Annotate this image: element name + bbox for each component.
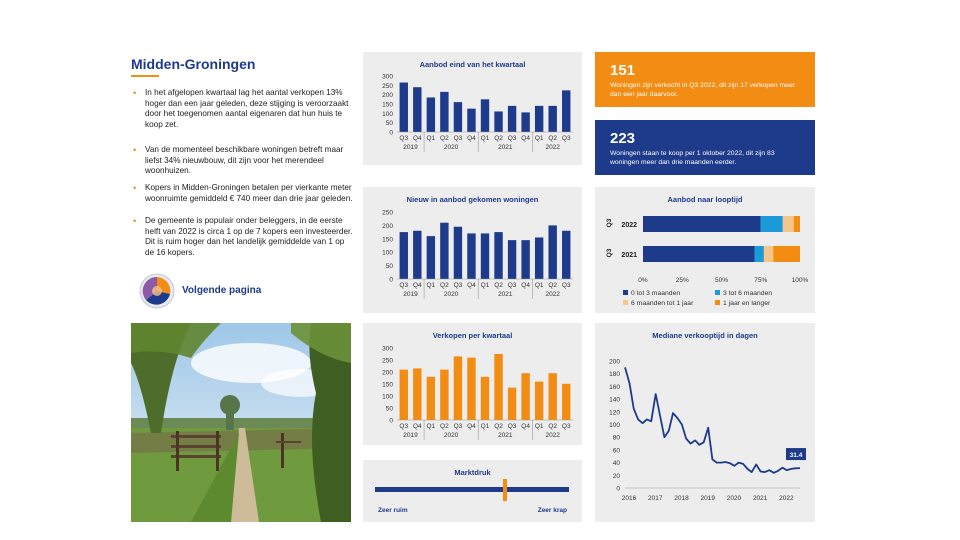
nieuw-chart-panel	[363, 187, 582, 313]
marktdruk-right-label: Zeer krap	[537, 507, 567, 514]
aanbod-bar	[413, 87, 421, 132]
verkooptijd-xtick-label: 2022	[779, 495, 794, 502]
looptijd-chart-panel	[595, 187, 815, 313]
nieuw-bar	[427, 236, 435, 279]
looptijd-xtick-label: 50%	[714, 277, 729, 284]
looptijd-legend-label: 1 jaar en langer	[723, 300, 771, 307]
aanbod-xtick-label: Q3	[399, 135, 409, 142]
looptijd-legend-swatch	[623, 290, 628, 295]
verkopen-bar	[413, 368, 421, 420]
nieuw-ytick-label: 150	[382, 236, 393, 244]
aanbod-bar	[521, 112, 529, 132]
verkopen-bar	[427, 377, 435, 420]
nieuw-bar	[400, 232, 408, 279]
aanbod-bar	[548, 106, 556, 132]
nieuw-xtick-label: Q2	[494, 282, 503, 289]
verkooptijd-chart-panel	[595, 323, 815, 522]
aanbod-ytick-label: 0	[389, 129, 393, 137]
verkooptijd-xtick-label: 2017	[648, 495, 663, 502]
looptijd-segment	[794, 216, 800, 232]
aanbod-bar	[481, 99, 489, 132]
bullet-1: • In het afgelopen kwartaal lag het aantal verkopen 13% hoger dan een jaar geleden, deze stijging is veroorzaakt door het toegenomen aantal eigenaren dat hun huis te koop zet.	[133, 88, 349, 129]
looptijd-segment	[773, 246, 800, 262]
aanbod-year-label: 2022	[545, 144, 560, 151]
aanbod-bar	[467, 109, 475, 132]
verkooptijd-xtick-label: 2021	[752, 495, 768, 502]
verkooptijd-ytick-label: 100	[609, 422, 620, 429]
verkopen-ytick-label: 150	[382, 381, 393, 389]
nieuw-xtick-label: Q4	[467, 282, 476, 289]
looptijd-legend-label: 3 tot 6 maanden	[723, 290, 773, 297]
looptijd-legend-label: 0 tot 3 maanden	[631, 290, 681, 297]
nieuw-xtick-label: Q3	[561, 282, 571, 289]
aanbod-ytick-label: 200	[382, 92, 393, 100]
marktdruk-panel	[363, 460, 582, 522]
nieuw-year-label: 2019	[403, 291, 418, 298]
page-title: Midden-Groningen	[131, 56, 256, 72]
looptijd-segment	[783, 216, 794, 232]
kpi-sales-card	[595, 52, 815, 107]
nieuw-xtick-label: Q3	[453, 282, 463, 289]
verkooptijd-series-line	[625, 367, 800, 472]
verkopen-xtick-label: Q1	[480, 423, 490, 430]
aanbod-chart-title: Aanbod eind van het kwartaal	[419, 60, 526, 69]
verkopen-chart	[363, 323, 582, 445]
aanbod-bar	[400, 83, 408, 132]
nieuw-bar	[548, 225, 556, 279]
looptijd-quarter-label: Q3	[606, 248, 613, 258]
aanbod-ytick-label: 150	[382, 101, 393, 109]
verkooptijd-xtick-label: 2020	[726, 495, 742, 502]
looptijd-segment	[643, 246, 754, 262]
verkooptijd-xtick-label: 2016	[621, 495, 637, 502]
verkopen-xtick-label: Q3	[399, 423, 409, 430]
aanbod-xtick-label: Q3	[507, 135, 517, 142]
verkopen-xtick-label: Q3	[507, 423, 517, 430]
kpi-supply-value: 223	[610, 130, 636, 147]
verkopen-xtick-label: Q4	[412, 423, 422, 430]
nieuw-year-label: 2021	[498, 291, 513, 298]
aanbod-bar	[454, 102, 462, 132]
verkopen-bar	[562, 384, 570, 420]
nieuw-ytick-label: 100	[382, 249, 393, 257]
looptijd-xtick-label: 0%	[638, 277, 648, 284]
verkopen-xtick-label: Q1	[426, 423, 436, 430]
verkopen-bar	[467, 358, 475, 420]
aanbod-bar	[440, 92, 448, 132]
kpi-sales-text: Woningen zijn verkocht in Q3 2022, dit zijn 17 verkopen meer dan een jaar daarvoor.	[610, 82, 796, 98]
verkopen-bar	[508, 388, 516, 420]
nieuw-bar	[454, 227, 462, 279]
looptijd-legend-swatch	[715, 290, 720, 295]
verkopen-year-label: 2021	[498, 432, 513, 439]
verkopen-bar	[400, 370, 408, 420]
looptijd-legend-swatch	[623, 300, 628, 305]
looptijd-chart-title: Aanbod naar looptijd	[667, 195, 743, 204]
verkopen-bar	[548, 373, 556, 420]
verkopen-ytick-label: 200	[382, 369, 393, 377]
nieuw-bar	[440, 223, 448, 279]
bullet-3: • Kopers in Midden-Groningen betalen per vierkante meter woonruimte gemiddeld € 740 meer dan drie jaar geleden.	[133, 183, 353, 203]
nieuw-bar	[535, 237, 543, 279]
looptijd-xtick-label: 100%	[791, 277, 809, 284]
aanbod-chart	[363, 52, 582, 165]
verkooptijd-chart	[595, 323, 815, 522]
aanbod-chart-panel	[363, 52, 582, 165]
marktdruk-bar	[375, 487, 569, 492]
aanbod-bar	[535, 106, 543, 132]
verkopen-xtick-label: Q2	[548, 423, 558, 430]
aanbod-xtick-label: Q2	[494, 135, 503, 142]
aanbod-xtick-label: Q4	[521, 135, 530, 142]
aanbod-bar	[427, 97, 435, 132]
looptijd-xtick-label: 25%	[675, 277, 689, 284]
verkopen-bar	[481, 377, 489, 420]
next-page-label: Volgende pagina	[182, 285, 262, 296]
verkopen-bar	[521, 373, 529, 420]
aanbod-xtick-label: Q1	[534, 135, 544, 142]
verkopen-bar	[535, 382, 543, 420]
verkooptijd-xtick-label: 2018	[674, 495, 689, 502]
looptijd-legend-label: 6 maanden tot 1 jaar	[631, 300, 694, 307]
verkopen-xtick-label: Q1	[534, 423, 544, 430]
nieuw-year-label: 2022	[545, 291, 560, 298]
nieuw-xtick-label: Q4	[521, 282, 530, 289]
aanbod-bar	[494, 111, 502, 132]
verkopen-xtick-label: Q2	[440, 423, 449, 430]
looptijd-xtick-label: 75%	[754, 277, 768, 284]
title-underline	[131, 75, 159, 77]
nieuw-ytick-label: 50	[385, 263, 393, 271]
aanbod-xtick-label: Q4	[467, 135, 476, 142]
nieuw-bar	[481, 233, 489, 279]
verkopen-ytick-label: 300	[382, 345, 393, 353]
aanbod-xtick-label: Q3	[453, 135, 463, 142]
looptijd-segment	[764, 246, 773, 262]
nieuw-bar	[413, 231, 421, 279]
verkooptijd-ytick-label: 160	[609, 383, 620, 391]
marktdruk-marker	[503, 479, 507, 501]
landscape-photo	[131, 323, 351, 522]
aanbod-year-label: 2020	[443, 144, 459, 151]
nieuw-bar	[494, 232, 502, 279]
nieuw-chart	[363, 187, 582, 313]
verkopen-ytick-label: 0	[389, 417, 393, 425]
verkooptijd-ytick-label: 0	[616, 485, 620, 493]
next-page-button[interactable]	[138, 272, 288, 310]
verkopen-year-label: 2020	[443, 432, 459, 439]
verkopen-bar	[494, 354, 502, 420]
kpi-sales-value: 151	[610, 62, 636, 79]
verkopen-ytick-label: 100	[382, 393, 393, 401]
aanbod-xtick-label: Q4	[412, 135, 422, 142]
verkopen-chart-title: Verkopen per kwartaal	[432, 331, 513, 340]
verkooptijd-ytick-label: 20	[612, 472, 620, 480]
bullet-2: • Van de momenteel beschikbare woningen betreft maar liefst 34% nieuwbouw, dit zijn voor het merendeel woonhuizen.	[133, 145, 344, 176]
marktdruk-left-label: Zeer ruim	[378, 507, 408, 514]
kpi-supply-text: Woningen staan te koop per 1 oktober 2022, dit zijn 83 woningen meer dan drie maanden eerder.	[610, 150, 775, 166]
verkooptijd-ytick-label: 60	[612, 447, 620, 455]
looptijd-chart	[595, 187, 815, 313]
marktdruk-gauge	[363, 460, 582, 522]
aanbod-ytick-label: 300	[382, 73, 393, 81]
aanbod-bar	[508, 106, 516, 132]
verkopen-ytick-label: 50	[385, 405, 393, 413]
aanbod-ytick-label: 250	[382, 82, 393, 90]
looptijd-year-label: 2021	[621, 252, 637, 259]
nieuw-bar	[562, 231, 570, 279]
verkooptijd-ytick-label: 40	[612, 460, 620, 468]
verkopen-xtick-label: Q3	[453, 423, 463, 430]
aanbod-bar	[562, 90, 570, 132]
nieuw-bar	[508, 240, 516, 279]
aanbod-xtick-label: Q1	[480, 135, 490, 142]
nieuw-bar	[521, 240, 529, 279]
nieuw-xtick-label: Q2	[548, 282, 558, 289]
verkooptijd-ytick-label: 80	[612, 434, 620, 442]
verkooptijd-ytick-label: 140	[609, 396, 620, 404]
nieuw-chart-title: Nieuw in aanbod gekomen woningen	[406, 195, 539, 204]
aanbod-xtick-label: Q2	[440, 135, 449, 142]
looptijd-segment	[643, 216, 761, 232]
nieuw-ytick-label: 0	[389, 276, 393, 284]
verkooptijd-xtick-label: 2019	[700, 495, 715, 502]
nieuw-xtick-label: Q3	[507, 282, 517, 289]
verkopen-xtick-label: Q2	[494, 423, 503, 430]
verkopen-year-label: 2022	[545, 432, 560, 439]
verkooptijd-chart-title: Mediane verkooptijd in dagen	[652, 331, 758, 340]
verkooptijd-ytick-label: 200	[609, 358, 620, 366]
nieuw-xtick-label: Q1	[426, 282, 436, 289]
aanbod-ytick-label: 100	[382, 110, 393, 118]
kpi-supply-card	[595, 120, 815, 175]
verkopen-bar	[440, 370, 448, 420]
verkooptijd-last-value-label: 31.4	[789, 452, 803, 460]
nieuw-bar	[467, 233, 475, 279]
nieuw-xtick-label: Q1	[480, 282, 490, 289]
looptijd-year-label: 2022	[621, 222, 637, 229]
aanbod-xtick-label: Q1	[426, 135, 436, 142]
aanbod-year-label: 2019	[403, 144, 418, 151]
aanbod-xtick-label: Q3	[561, 135, 571, 142]
verkopen-xtick-label: Q4	[521, 423, 530, 430]
nieuw-year-label: 2020	[443, 291, 459, 298]
looptijd-legend-swatch	[715, 300, 720, 305]
verkopen-xtick-label: Q4	[467, 423, 476, 430]
nieuw-xtick-label: Q1	[534, 282, 544, 289]
bullet-4: • De gemeente is populair onder beleggers, in de eerste helft van 2022 is circa 1 op de 7 kopers een investeerder. Dit is ruim hoger dan het landelijk gemiddelde van 1 op de 16 kopers.	[133, 216, 353, 257]
pie-chart-icon	[138, 272, 176, 310]
verkopen-year-label: 2019	[403, 432, 418, 439]
verkooptijd-ytick-label: 120	[609, 409, 620, 417]
verkopen-ytick-label: 250	[382, 357, 393, 365]
looptijd-segment	[754, 246, 763, 262]
nieuw-ytick-label: 200	[382, 222, 393, 230]
aanbod-xtick-label: Q2	[548, 135, 558, 142]
nieuw-xtick-label: Q2	[440, 282, 449, 289]
nieuw-xtick-label: Q3	[399, 282, 409, 289]
nieuw-xtick-label: Q4	[412, 282, 422, 289]
aanbod-year-label: 2021	[498, 144, 513, 151]
verkopen-xtick-label: Q3	[561, 423, 571, 430]
verkopen-chart-panel	[363, 323, 582, 445]
verkooptijd-ytick-label: 180	[609, 371, 620, 379]
looptijd-segment	[761, 216, 783, 232]
aanbod-ytick-label: 50	[385, 120, 393, 128]
nieuw-ytick-label: 250	[382, 209, 393, 217]
looptijd-quarter-label: Q3	[606, 218, 613, 228]
marktdruk-title: Marktdruk	[454, 468, 491, 477]
verkopen-bar	[454, 356, 462, 420]
